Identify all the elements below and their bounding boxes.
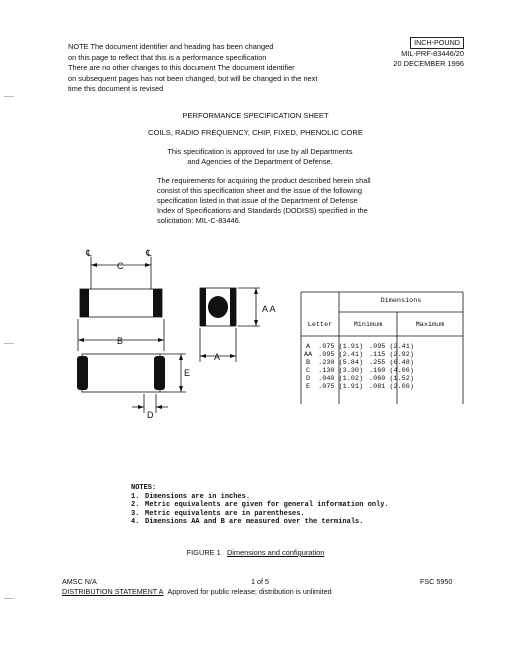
dimensions-table [301, 343, 417, 391]
requirements-paragraph [157, 176, 387, 226]
label-d: D [147, 410, 154, 420]
requirements-line: consist of this specification sheet and the issue of the following [157, 186, 363, 195]
cell-min: .095 (2.41) [318, 351, 364, 359]
cell-max: .160 (4.06) [369, 367, 414, 375]
cell-letter: B [306, 359, 311, 367]
body-top-view [80, 289, 162, 317]
centerline-left-symbol: ℄ [86, 248, 92, 258]
end-terminal-right [230, 288, 236, 326]
approval-line: and Agencies of the Department of Defense. [187, 157, 333, 166]
inch-pound-badge: INCH-POUND [410, 37, 464, 49]
distribution-statement [62, 587, 332, 596]
maximum-column-header: Maximum [415, 321, 445, 329]
minimum-column-header: Minimum [353, 321, 383, 329]
terminal-side-left [77, 356, 88, 390]
doc-subtitle: COILS, RADIO FREQUENCY, CHIP, FIXED, PHENOLIC CORE [148, 128, 363, 137]
cell-letter: AA [304, 351, 313, 359]
doc-date: 20 DECEMBER 1996 [393, 59, 464, 68]
cell-letter: E [306, 383, 311, 391]
requirements-line: specification listed in that issue of the Department of Defense [157, 196, 358, 205]
table-row [301, 343, 417, 351]
cell-letter: A [306, 343, 311, 351]
cell-letter: D [306, 375, 311, 383]
dimensions-group-header: Dimensions [380, 297, 422, 305]
cell-min: .130 (3.30) [318, 367, 364, 375]
figure-caption [0, 548, 511, 557]
side-view-drawing [60, 245, 200, 425]
cell-max: .255 (6.48) [369, 359, 414, 367]
note-line: There are no other changes to this document The document identifier [68, 63, 295, 72]
requirements-line: The requirements for acquiring the product described herein shall [157, 176, 371, 185]
note-item: 3. Metric equivalents are in parentheses. [131, 509, 305, 518]
letter-column-header: Letter [307, 321, 333, 329]
approval-line: This specification is approved for use by all Departments [167, 147, 353, 156]
label-b: B [117, 336, 124, 346]
cell-max: .081 (2.06) [369, 383, 414, 391]
cell-min: .230 (5.84) [318, 359, 364, 367]
table-row [301, 367, 417, 375]
figure-caption-text: Dimensions and configuration [226, 548, 325, 557]
table-row [301, 351, 417, 359]
distribution-text: Approved for public release; distribution is unlimited [167, 587, 332, 596]
note-item: 4. Dimensions AA and B are measured over the terminals. [131, 518, 364, 527]
label-c: C [117, 261, 124, 271]
note-line: time this document is revised [68, 84, 164, 93]
scan-mark [4, 343, 14, 344]
cell-min: .075 (1.91) [318, 383, 364, 391]
note-line: on this page to reflect that this is a performance specification [68, 52, 267, 62]
cell-min: .040 (1.02) [318, 375, 364, 383]
table-row [301, 359, 417, 367]
footer-page-number: 1 of 5 [251, 577, 269, 586]
label-e: E [184, 368, 191, 378]
centerline-right-symbol: ℄ [146, 248, 152, 258]
doc-identifier-block [368, 37, 464, 69]
cell-letter: C [306, 367, 311, 375]
terminal-side-right [154, 356, 165, 390]
revision-note [68, 42, 358, 95]
notes-block [131, 484, 389, 527]
doc-id: MIL-PRF-83446/20 [401, 49, 464, 58]
note-item: 2. Metric equivalents are given for general information only. [131, 501, 389, 510]
label-a: A [214, 352, 221, 362]
end-terminal-left [200, 288, 206, 326]
notes-heading: NOTES: [131, 484, 157, 492]
cell-max: .060 (1.52) [369, 375, 414, 383]
scan-mark [4, 96, 14, 97]
doc-title: PERFORMANCE SPECIFICATION SHEET [182, 111, 329, 120]
cell-min: .075 (1.91) [318, 343, 364, 351]
terminal-left [80, 289, 89, 317]
figure-label: FIGURE 1 [186, 548, 221, 557]
table-row [301, 383, 417, 391]
terminal-right [153, 289, 162, 317]
note-line: NOTE The document identifier and heading has been changed [68, 42, 274, 51]
table-row [301, 375, 417, 383]
scan-mark [4, 598, 14, 599]
label-aa: A A [262, 304, 276, 314]
note-line: on subsequent pages has not been changed, but will be changed in the next [68, 73, 318, 83]
note-item: 1. Dimensions are in inches. [131, 492, 251, 501]
distribution-label: DISTRIBUTION STATEMENT A [62, 587, 164, 596]
core-winding [208, 296, 228, 318]
requirements-line: solicitation: MIL-C-83446. [157, 216, 241, 225]
cell-max: .095 (2.41) [369, 343, 414, 351]
requirements-line: Index of Specifications and Standards (DODISS) specified in the [157, 206, 368, 215]
cell-max: .115 (2.92) [369, 351, 414, 359]
body-side-view [82, 354, 160, 392]
footer-amsc: AMSC N/A [62, 577, 97, 586]
end-view-drawing [188, 282, 288, 372]
approval-statement [150, 147, 370, 167]
footer-fsc: FSC 5950 [420, 577, 453, 586]
